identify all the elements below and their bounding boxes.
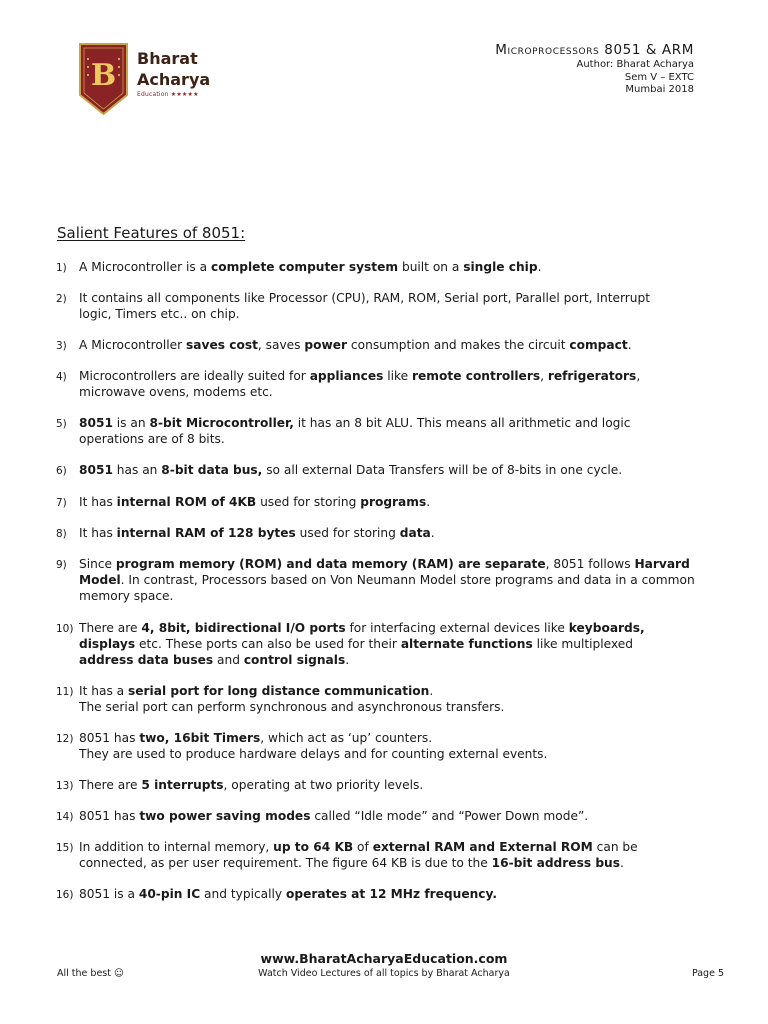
footer-website[interactable]: www.BharatAcharyaEducation.com (260, 951, 508, 966)
feature-extra-line: They are used to produce hardware delays and for counting external events. (79, 747, 548, 761)
feature-text: A Microcontroller saves cost, saves power consumption and makes the circuit compact. (79, 338, 632, 352)
brand-line-1: Bharat (137, 49, 198, 68)
document-title: Microprocessors 8051 & ARM (495, 42, 694, 58)
feature-text: Microcontrollers are ideally suited for appliances like remote controllers, refrigerators, microwave ovens, modems etc. (79, 369, 641, 399)
brand-line-2: Acharya (137, 70, 211, 89)
feature-text: A Microcontroller is a complete computer system built on a single chip. (79, 260, 542, 274)
feature-extra-line: The serial port can perform synchronous and asynchronous transfers. (79, 700, 505, 714)
brand-logo (79, 43, 210, 115)
feature-number: 8) (56, 528, 67, 540)
feature-number: 16) (56, 889, 74, 901)
feature-text: 8051 is a 40-pin IC and typically operates at 12 MHz frequency. (79, 887, 497, 901)
feature-text: 8051 is an 8-bit Microcontroller, it has an 8 bit ALU. This means all arithmetic and logic operations are of 8 bits. (79, 416, 631, 446)
feature-text: 8051 has two, 16bit Timers, which act as ‘up’ counters. They are used to produce hardware delays and for counting external events. (79, 730, 704, 762)
footer-tagline: Watch Video Lectures of all topics by Bharat Acharya (258, 968, 510, 979)
feature-text: In addition to internal memory, up to 64 KB of external RAM and External ROM can be connected, as per user requirement. The figure 64 KB is due to the 16-bit address bus. (79, 840, 638, 870)
feature-number: 6) (56, 465, 67, 477)
feature-text: 8051 has an 8-bit data bus, so all external Data Transfers will be of 8-bits in one cycle. (79, 463, 623, 477)
logo-letter: B (90, 58, 117, 93)
brand-subtitle: Education ★★★★★ (137, 91, 199, 98)
place-year-line: Mumbai 2018 (625, 84, 694, 95)
feature-text: Since program memory (ROM) and data memory (RAM) are separate, 8051 follows Harvard Model. In contrast, Processors based on Von Neumann Model store programs and data in a common memory space. (79, 557, 695, 603)
feature-number: 3) (56, 340, 67, 352)
page-number: Page 5 (691, 968, 724, 979)
feature-text: There are 5 interrupts, operating at two priority levels. (79, 778, 424, 792)
semester-line: Sem V – EXTC (624, 71, 694, 83)
document-header (495, 42, 694, 97)
feature-number: 4) (56, 371, 67, 383)
feature-number: 5) (56, 418, 67, 430)
feature-number: 10) (56, 623, 74, 635)
feature-number: 14) (56, 811, 74, 823)
section-title: Salient Features of 8051: (57, 224, 246, 242)
feature-text: There are 4, 8bit, bidirectional I/O ports for interfacing external devices like keyboards, displays etc. These ports can also be used for their alternate functions like multiplexed address data buses and control signals. (79, 621, 645, 667)
feature-number: 15) (56, 842, 74, 854)
feature-text: It has internal RAM of 128 bytes used for storing data. (79, 526, 435, 540)
feature-number: 11) (56, 686, 74, 698)
feature-number: 7) (56, 497, 67, 509)
feature-number: 13) (56, 780, 74, 792)
footer-greeting: All the best ☺ (57, 968, 124, 979)
feature-text: It has a serial port for long distance communication. The serial port can perform synchronous and asynchronous transfers. (79, 683, 704, 715)
shield-logo-icon (79, 43, 128, 115)
brand-name (137, 48, 210, 98)
feature-number: 12) (56, 733, 74, 745)
feature-number: 9) (56, 559, 67, 571)
feature-text: It contains all components like Processor (CPU), RAM, ROM, Serial port, Parallel port, Interrupt logic, Timers etc.. on chip. (79, 291, 651, 321)
author-line: Author: Bharat Acharya (576, 59, 694, 70)
feature-text: 8051 has two power saving modes called “Idle mode” and “Power Down mode”. (79, 809, 589, 823)
feature-number: 2) (56, 293, 67, 305)
feature-text: It has internal ROM of 4KB used for storing programs. (79, 495, 431, 509)
feature-number: 1) (56, 262, 67, 274)
